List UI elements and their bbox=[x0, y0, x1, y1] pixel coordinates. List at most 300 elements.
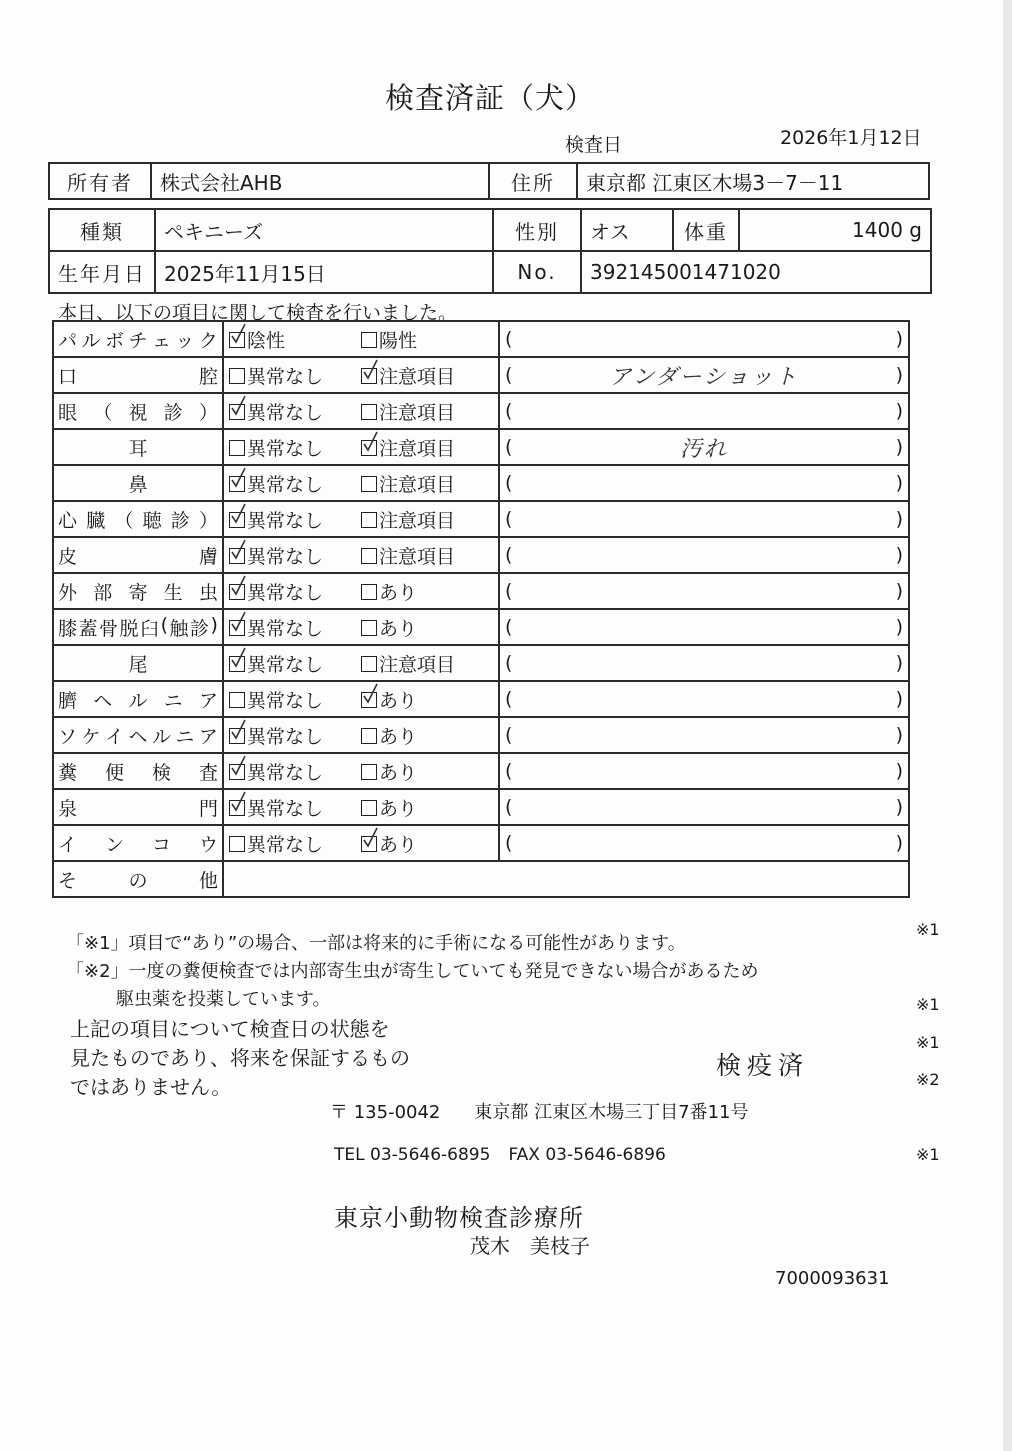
other-label-char: 他 bbox=[198, 869, 218, 892]
check-item-char: ( bbox=[160, 613, 168, 636]
check-options bbox=[223, 501, 499, 537]
option-normal[interactable] bbox=[229, 686, 361, 713]
check-mark-icon bbox=[362, 359, 378, 381]
option-label: 異常なし bbox=[247, 833, 324, 856]
check-item-name bbox=[53, 501, 223, 537]
check-item-char: 皮 bbox=[58, 545, 78, 568]
check-item-char: ア bbox=[198, 725, 218, 748]
check-note bbox=[499, 573, 909, 609]
option-label: あり bbox=[379, 581, 418, 604]
checkbox[interactable] bbox=[361, 548, 377, 564]
check-item-char: ル bbox=[151, 725, 171, 748]
checkbox[interactable] bbox=[361, 404, 377, 420]
check-item-char: 外 bbox=[58, 581, 78, 604]
tel: TEL 03-5646-6895 bbox=[334, 1145, 491, 1165]
option-label: 注意項目 bbox=[379, 473, 456, 496]
option-label: あり bbox=[379, 725, 418, 748]
paren-close: ) bbox=[895, 508, 903, 530]
disclaimer-line: 見たものであり、将来を保証するもの bbox=[70, 1046, 410, 1070]
checkbox[interactable] bbox=[361, 800, 377, 816]
checkbox[interactable] bbox=[229, 800, 245, 816]
checkbox[interactable] bbox=[229, 332, 245, 348]
pet-birth: 2025年11月15日 bbox=[155, 251, 493, 293]
check-options bbox=[223, 537, 499, 573]
paren-open: ( bbox=[505, 580, 513, 602]
check-item-name bbox=[53, 465, 223, 501]
check-item-name bbox=[53, 681, 223, 717]
option-flag[interactable] bbox=[361, 722, 493, 749]
check-item-char: イ bbox=[104, 725, 124, 748]
check-item-char: 泉 bbox=[58, 797, 78, 820]
option-label: 注意項目 bbox=[379, 545, 456, 568]
paren-open: ( bbox=[505, 472, 513, 494]
option-flag[interactable] bbox=[361, 470, 493, 497]
check-mark-icon bbox=[362, 827, 378, 849]
paren-close: ) bbox=[895, 472, 903, 494]
check-options bbox=[223, 753, 499, 789]
fax: FAX 03-5646-6896 bbox=[508, 1145, 666, 1165]
other-label bbox=[53, 861, 223, 897]
check-item-name bbox=[53, 537, 223, 573]
pet-type: ペキニーズ bbox=[155, 209, 493, 251]
paren-open: ( bbox=[505, 760, 513, 782]
check-item-char: 腔 bbox=[198, 365, 218, 388]
check-note bbox=[499, 537, 909, 573]
check-item-char: ア bbox=[198, 689, 218, 712]
paren-open: ( bbox=[505, 364, 513, 386]
option-label: 異常なし bbox=[247, 725, 324, 748]
check-item-name bbox=[53, 429, 223, 465]
check-options bbox=[223, 357, 499, 393]
option-flag[interactable] bbox=[361, 542, 493, 569]
doctor-name: 茂木 美枝子 bbox=[470, 1234, 590, 1258]
type-label: 種類 bbox=[49, 209, 155, 251]
paren-close: ) bbox=[895, 652, 903, 674]
no-label: No. bbox=[493, 251, 581, 293]
check-item-char: 臓 bbox=[86, 509, 106, 532]
checkbox[interactable] bbox=[229, 404, 245, 420]
checkbox[interactable] bbox=[229, 620, 245, 636]
check-mark-icon bbox=[230, 719, 246, 741]
check-mark-icon bbox=[230, 755, 246, 777]
check-options bbox=[223, 645, 499, 681]
clinic-name: 東京小動物検査診療所 bbox=[334, 1204, 584, 1232]
option-label: あり bbox=[379, 761, 418, 784]
option-label: 異常なし bbox=[247, 473, 324, 496]
option-flag[interactable] bbox=[361, 506, 493, 533]
postal-line bbox=[330, 1098, 782, 1124]
check-item-char: 耳 bbox=[128, 437, 148, 460]
paren-open: ( bbox=[505, 544, 513, 566]
paren-close: ) bbox=[895, 544, 903, 566]
paren-close: ) bbox=[895, 328, 903, 350]
checkbox[interactable] bbox=[229, 548, 245, 564]
check-item-name bbox=[53, 609, 223, 645]
option-normal[interactable] bbox=[229, 470, 361, 497]
check-item-char: 心 bbox=[58, 509, 78, 532]
check-row bbox=[53, 321, 909, 357]
option-label: 注意項目 bbox=[379, 437, 456, 460]
option-label: 陽性 bbox=[379, 329, 418, 352]
option-flag[interactable] bbox=[361, 686, 493, 713]
footnote-2-cont: 駆虫薬を投薬しています。 bbox=[116, 989, 331, 1010]
check-item-char: ソ bbox=[58, 725, 78, 748]
check-options bbox=[223, 393, 499, 429]
check-item-name bbox=[53, 753, 223, 789]
option-label: 異常なし bbox=[247, 545, 324, 568]
option-normal[interactable] bbox=[229, 434, 361, 461]
check-item-name bbox=[53, 573, 223, 609]
check-options bbox=[223, 825, 499, 861]
check-item-char: 膚 bbox=[198, 545, 218, 568]
check-note bbox=[499, 753, 909, 789]
check-item-char: 便 bbox=[104, 761, 124, 784]
paren-close: ) bbox=[895, 580, 903, 602]
check-options bbox=[223, 609, 499, 645]
option-label: 注意項目 bbox=[379, 653, 456, 676]
option-flag[interactable] bbox=[361, 650, 493, 677]
check-mark-icon bbox=[230, 575, 246, 597]
check-item-char: 臍 bbox=[58, 689, 78, 712]
option-label: 異常なし bbox=[247, 617, 324, 640]
check-item-char: 虫 bbox=[198, 581, 218, 604]
option-normal[interactable] bbox=[229, 578, 361, 605]
check-row bbox=[53, 465, 909, 501]
option-label: 異常なし bbox=[247, 365, 324, 388]
check-item-char: チ bbox=[128, 329, 148, 352]
check-options bbox=[223, 465, 499, 501]
option-label: 陰性 bbox=[247, 329, 286, 352]
check-item-char: ル bbox=[128, 689, 148, 712]
check-options bbox=[223, 681, 499, 717]
checkbox[interactable] bbox=[229, 512, 245, 528]
option-flag[interactable] bbox=[361, 362, 493, 389]
check-item-name bbox=[53, 717, 223, 753]
checkbox[interactable] bbox=[361, 656, 377, 672]
option-normal[interactable] bbox=[229, 830, 361, 857]
check-note bbox=[499, 357, 909, 393]
option-label: 異常なし bbox=[247, 761, 324, 784]
check-row bbox=[53, 717, 909, 753]
check-mark-icon bbox=[230, 467, 246, 489]
check-item-char: 骨 bbox=[99, 617, 119, 640]
checkbox[interactable] bbox=[361, 728, 377, 744]
contact-line bbox=[334, 1145, 684, 1165]
check-note bbox=[499, 717, 909, 753]
check-item-char: イ bbox=[58, 833, 78, 856]
check-item-char: 尾 bbox=[128, 653, 148, 676]
check-item-char: 眼 bbox=[58, 401, 78, 424]
pet-no: 392145001471020 bbox=[581, 251, 931, 293]
check-options bbox=[223, 717, 499, 753]
check-row bbox=[53, 537, 909, 573]
check-item-char: 部 bbox=[93, 581, 113, 604]
check-item-char: 膝 bbox=[58, 617, 78, 640]
paren-close: ) bbox=[895, 760, 903, 782]
owner-name: 株式会社AHB bbox=[151, 163, 489, 199]
checkbox[interactable] bbox=[229, 836, 245, 852]
check-row bbox=[53, 573, 909, 609]
paren-close: ) bbox=[895, 364, 903, 386]
document-title: 検査済証（犬） bbox=[384, 81, 595, 115]
paren-open: ( bbox=[505, 328, 513, 350]
option-label: あり bbox=[379, 689, 418, 712]
check-item-name bbox=[53, 789, 223, 825]
check-row bbox=[53, 789, 909, 825]
option-label: 異常なし bbox=[247, 401, 324, 424]
checkbox[interactable] bbox=[361, 584, 377, 600]
quarantine-stamp: 検疫済 bbox=[716, 1051, 810, 1080]
check-item-char: 診 bbox=[190, 617, 210, 640]
paren-open: ( bbox=[505, 796, 513, 818]
paren-open: ( bbox=[505, 508, 513, 530]
paren-close: ) bbox=[895, 436, 903, 458]
option-flag[interactable] bbox=[361, 794, 493, 821]
disclaimer bbox=[70, 1015, 450, 1102]
check-item-name bbox=[53, 357, 223, 393]
check-note bbox=[499, 645, 909, 681]
check-item-char: ン bbox=[104, 833, 124, 856]
other-row bbox=[53, 861, 909, 897]
checkbox[interactable] bbox=[361, 836, 377, 852]
check-options bbox=[223, 789, 499, 825]
check-mark-icon bbox=[362, 683, 378, 705]
option-normal[interactable] bbox=[229, 794, 361, 821]
option-flag[interactable] bbox=[361, 326, 493, 353]
option-normal[interactable] bbox=[229, 326, 361, 353]
check-note bbox=[499, 321, 909, 357]
check-item-char: ヘ bbox=[93, 689, 113, 712]
check-item-char: 寄 bbox=[128, 581, 148, 604]
disclaimer-line: ではありません。 bbox=[70, 1075, 232, 1099]
check-item-char: 生 bbox=[163, 581, 183, 604]
check-row bbox=[53, 429, 909, 465]
footnote-mark: ※1 bbox=[916, 995, 940, 1014]
paren-close: ) bbox=[895, 688, 903, 710]
checkbox[interactable] bbox=[361, 620, 377, 636]
checkbox[interactable] bbox=[361, 476, 377, 492]
check-options bbox=[223, 429, 499, 465]
option-normal[interactable] bbox=[229, 614, 361, 641]
other-label-char: の bbox=[128, 869, 148, 892]
check-item-char: ） bbox=[198, 509, 218, 532]
option-label: 注意項目 bbox=[379, 365, 456, 388]
option-flag[interactable] bbox=[361, 830, 493, 857]
check-item-char: 蓋 bbox=[78, 617, 98, 640]
check-item-char: 聴 bbox=[142, 509, 162, 532]
checkbox[interactable] bbox=[361, 764, 377, 780]
paren-open: ( bbox=[505, 436, 513, 458]
check-item-char: 糞 bbox=[58, 761, 78, 784]
checkbox[interactable] bbox=[229, 440, 245, 456]
checkbox[interactable] bbox=[361, 332, 377, 348]
option-label: あり bbox=[379, 833, 418, 856]
check-note bbox=[499, 825, 909, 861]
option-flag[interactable] bbox=[361, 578, 493, 605]
check-item-char: ) bbox=[210, 613, 218, 636]
check-item-char: 触 bbox=[169, 617, 189, 640]
birth-label: 生年月日 bbox=[49, 251, 155, 293]
sex-label: 性別 bbox=[493, 209, 581, 251]
check-note bbox=[499, 393, 909, 429]
checkbox[interactable] bbox=[361, 692, 377, 708]
checkbox[interactable] bbox=[229, 476, 245, 492]
check-item-char: パ bbox=[58, 329, 78, 352]
checkbox[interactable] bbox=[229, 368, 245, 384]
other-value bbox=[223, 861, 909, 897]
check-row bbox=[53, 357, 909, 393]
check-item-char: ケ bbox=[81, 725, 101, 748]
option-normal[interactable] bbox=[229, 758, 361, 785]
option-label: あり bbox=[379, 797, 418, 820]
check-item-char: ル bbox=[81, 329, 101, 352]
check-note bbox=[499, 501, 909, 537]
paren-open: ( bbox=[505, 832, 513, 854]
paren-close: ) bbox=[895, 832, 903, 854]
check-note bbox=[499, 465, 909, 501]
paren-close: ) bbox=[895, 400, 903, 422]
check-item-char: 診 bbox=[170, 509, 190, 532]
check-options bbox=[223, 321, 499, 357]
other-label-char: そ bbox=[58, 869, 78, 892]
check-item-char: ヘ bbox=[128, 725, 148, 748]
option-normal[interactable] bbox=[229, 398, 361, 425]
option-label: 異常なし bbox=[247, 797, 324, 820]
option-normal[interactable] bbox=[229, 506, 361, 533]
paren-close: ) bbox=[895, 616, 903, 638]
check-item-char: ク bbox=[198, 329, 218, 352]
check-item-char: （ bbox=[93, 401, 113, 424]
check-mark-icon bbox=[230, 395, 246, 417]
check-mark-icon bbox=[230, 611, 246, 633]
option-label: 注意項目 bbox=[379, 401, 456, 424]
check-item-char: 臼 bbox=[140, 617, 160, 640]
checkbox[interactable] bbox=[361, 440, 377, 456]
paren-open: ( bbox=[505, 652, 513, 674]
checkbox[interactable] bbox=[361, 368, 377, 384]
paren-close: ) bbox=[895, 724, 903, 746]
handwritten-note: 汚れ bbox=[679, 436, 728, 462]
check-item-char: 査 bbox=[198, 761, 218, 784]
footnote-mark: ※1 bbox=[916, 920, 940, 939]
check-item-char: 検 bbox=[151, 761, 171, 784]
check-item-char: 診 bbox=[163, 401, 183, 424]
disclaimer-line: 上記の項目について検査日の状態を bbox=[70, 1017, 390, 1041]
paren-open: ( bbox=[505, 724, 513, 746]
serial-number: 7000093631 bbox=[775, 1268, 890, 1289]
paren-open: ( bbox=[505, 400, 513, 422]
handwritten-note: アンダーショット bbox=[609, 364, 799, 390]
check-mark-icon bbox=[230, 503, 246, 525]
option-normal[interactable] bbox=[229, 362, 361, 389]
option-label: あり bbox=[379, 617, 418, 640]
check-row bbox=[53, 825, 909, 861]
checkbox[interactable] bbox=[229, 656, 245, 672]
check-item-char: 鼻 bbox=[128, 473, 148, 496]
checkbox[interactable] bbox=[229, 728, 245, 744]
inspection-date-label: 検査日 bbox=[565, 134, 623, 156]
address-label: 住所 bbox=[489, 163, 577, 199]
footnote-mark: ※1 bbox=[916, 1145, 940, 1164]
check-item-char: ボ bbox=[104, 329, 124, 352]
checkbox[interactable] bbox=[229, 764, 245, 780]
check-row bbox=[53, 393, 909, 429]
check-item-char: ェ bbox=[151, 329, 171, 352]
option-label: 異常なし bbox=[247, 689, 324, 712]
footnote-mark: ※2 bbox=[916, 1070, 940, 1089]
check-note bbox=[499, 609, 909, 645]
check-item-char: ニ bbox=[175, 725, 195, 748]
check-item-char: ） bbox=[198, 401, 218, 424]
check-item-char: ッ bbox=[175, 329, 195, 352]
check-row bbox=[53, 645, 909, 681]
pet-sex: オス bbox=[581, 209, 673, 251]
option-label: 異常なし bbox=[247, 581, 324, 604]
option-normal[interactable] bbox=[229, 722, 361, 749]
check-note bbox=[499, 681, 909, 717]
option-flag[interactable] bbox=[361, 398, 493, 425]
option-label: 異常なし bbox=[247, 509, 324, 532]
check-mark-icon bbox=[230, 323, 246, 345]
paren-open: ( bbox=[505, 616, 513, 638]
inspection-date: 2026年1月12日 bbox=[780, 127, 922, 149]
footnote-mark: ※1 bbox=[916, 1032, 940, 1052]
check-item-name bbox=[53, 645, 223, 681]
check-mark-icon bbox=[230, 647, 246, 669]
footnotes bbox=[66, 930, 759, 1014]
check-mark-icon bbox=[230, 539, 246, 561]
checkbox[interactable] bbox=[361, 512, 377, 528]
check-item-name bbox=[53, 825, 223, 861]
check-note bbox=[499, 429, 909, 465]
option-normal[interactable] bbox=[229, 542, 361, 569]
check-note bbox=[499, 789, 909, 825]
check-item-name bbox=[53, 393, 223, 429]
check-item-char: 門 bbox=[198, 797, 218, 820]
clinic-address: 東京都 江東区木場三丁目7番11号 bbox=[474, 1102, 749, 1123]
owner-address: 東京都 江東区木場3－7－11 bbox=[577, 163, 929, 199]
intro-text: 本日、以下の項目に関して検査を行いました。 bbox=[58, 302, 458, 324]
checkbox[interactable] bbox=[229, 692, 245, 708]
option-flag[interactable] bbox=[361, 758, 493, 785]
check-row bbox=[53, 501, 909, 537]
paren-open: ( bbox=[505, 688, 513, 710]
check-item-char: コ bbox=[151, 833, 171, 856]
check-mark-icon bbox=[230, 791, 246, 813]
checkbox[interactable] bbox=[229, 584, 245, 600]
option-flag[interactable] bbox=[361, 434, 493, 461]
option-flag[interactable] bbox=[361, 614, 493, 641]
scan-edge bbox=[1003, 0, 1012, 1451]
check-item-char: （ bbox=[114, 509, 134, 532]
paren-close: ) bbox=[895, 796, 903, 818]
option-label: 異常なし bbox=[247, 653, 324, 676]
check-item-name bbox=[53, 321, 223, 357]
pet-table bbox=[48, 208, 932, 294]
owner-label: 所有者 bbox=[49, 163, 151, 199]
option-label: 異常なし bbox=[247, 437, 324, 460]
pet-weight: 1400 g bbox=[739, 209, 931, 251]
check-row bbox=[53, 681, 909, 717]
footnote-1: 「※1」項目で“あり”の場合、一部は将来的に手術になる可能性があります。 bbox=[66, 933, 686, 954]
check-row bbox=[53, 753, 909, 789]
check-item-char: ニ bbox=[163, 689, 183, 712]
option-normal[interactable] bbox=[229, 650, 361, 677]
check-item-char: 脱 bbox=[119, 617, 139, 640]
check-item-char: 口 bbox=[58, 365, 78, 388]
option-label: 注意項目 bbox=[379, 509, 456, 532]
check-mark-icon bbox=[362, 431, 378, 453]
